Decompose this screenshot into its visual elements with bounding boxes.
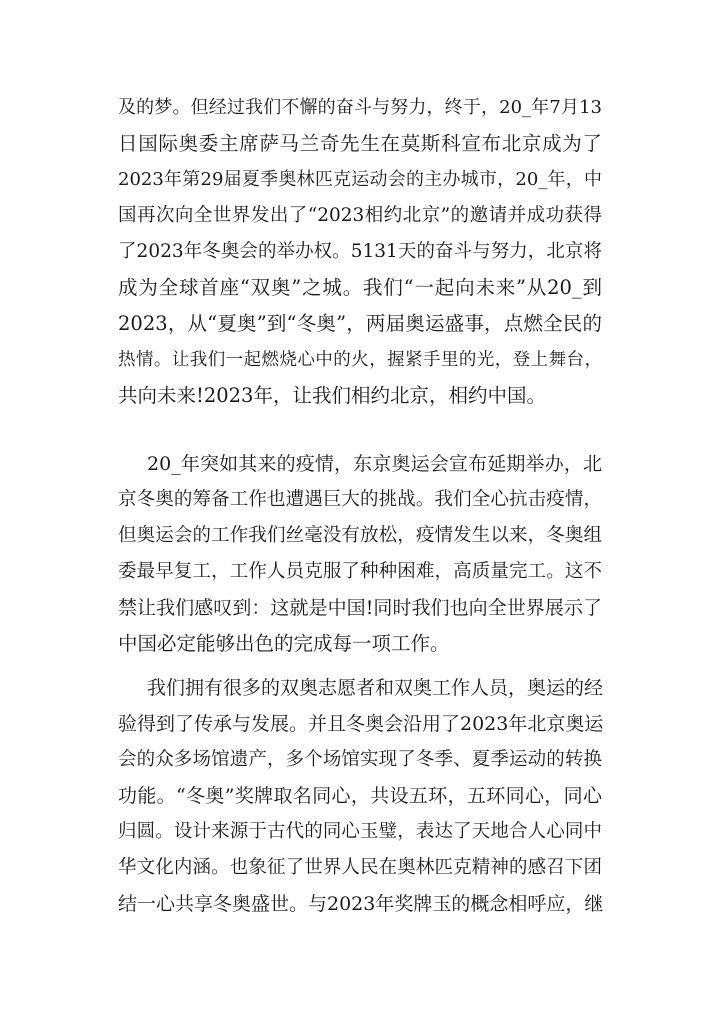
- paragraph-3-line-4: 功能。“冬奥”奖牌取名同心，共设五环，五环同心，同心: [118, 785, 602, 807]
- paragraph-3-line-6: 华文化内涵。也象征了世界人民在奥林匹克精神的感召下团: [118, 857, 602, 878]
- paragraph-1-line-9: 共向未来!2023年，让我们相约北京，相约中国。: [118, 384, 546, 407]
- paragraph-3-line-7: 结一心共享冬奥盛世。与2023年奖牌玉的概念相呼应，继: [118, 893, 604, 915]
- paragraph-1-line-5: 了2023年冬奥会的举办权。5131天的奋斗与努力，北京将: [118, 241, 602, 262]
- paragraph-2-line-5: 禁让我们感叹到：这就是中国!同时我们也向全世界展示了: [118, 597, 602, 619]
- paragraph-2-line-4: 委最早复工，工作人员克服了种种困难，高质量完工。这不: [118, 561, 602, 582]
- paragraph-1-line-2: 日国际奥委主席萨马兰奇先生在莫斯科宣布北京成为了: [118, 132, 602, 155]
- paragraph-1-line-8: 热情。让我们一起燃烧心中的火，握紧手里的光，登上舞台，: [118, 350, 602, 370]
- paragraph-1-line-6: 成为全球首座“双奥”之城。我们“一起向未来”从20_到: [118, 276, 602, 299]
- paragraph-2-line-3: 但奥运会的工作我们丝毫没有放松，疫情发生以来，冬奥组: [118, 525, 602, 546]
- paragraph-3-line-3: 会的众多场馆遗产，多个场馆实现了冬季、夏季运动的转换: [118, 749, 602, 770]
- paragraph-3-line-1: 我们拥有很多的双奥志愿者和双奥工作人员，奥运的经: [147, 677, 604, 699]
- paragraph-2-line-2: 京冬奥的筹备工作也遭遇巨大的挑战。我们全心抗击疫情，: [118, 489, 602, 510]
- paragraph-1-line-3: 2023年第29届夏季奥林匹克运动会的主办城市，20_年，中: [118, 169, 602, 190]
- paragraph-3-line-5: 归圆。设计来源于古代的同心玉璧，表达了天地合人心同中: [118, 821, 602, 842]
- paragraph-2-line-6: 中国必定能够出色的完成每一项工作。: [118, 632, 450, 655]
- paragraph-1-line-7: 2023，从“夏奥”到“冬奥”，两届奥运盛事，点燃全民的: [118, 312, 602, 335]
- paragraph-1-line-1: 及的梦。但经过我们不懈的奋斗与努力，终于，20_年7月13: [118, 97, 602, 118]
- paragraph-3-line-2: 验得到了传承与发展。并且冬奥会沿用了2023年北京奥运: [118, 713, 604, 735]
- paragraph-1-line-4: 国再次向全世界发出了“2023相约北京”的邀请并成功获得: [118, 205, 602, 226]
- paragraph-2-line-1: 20_年突如其来的疫情，东京奥运会宣布延期举办，北: [147, 453, 602, 475]
